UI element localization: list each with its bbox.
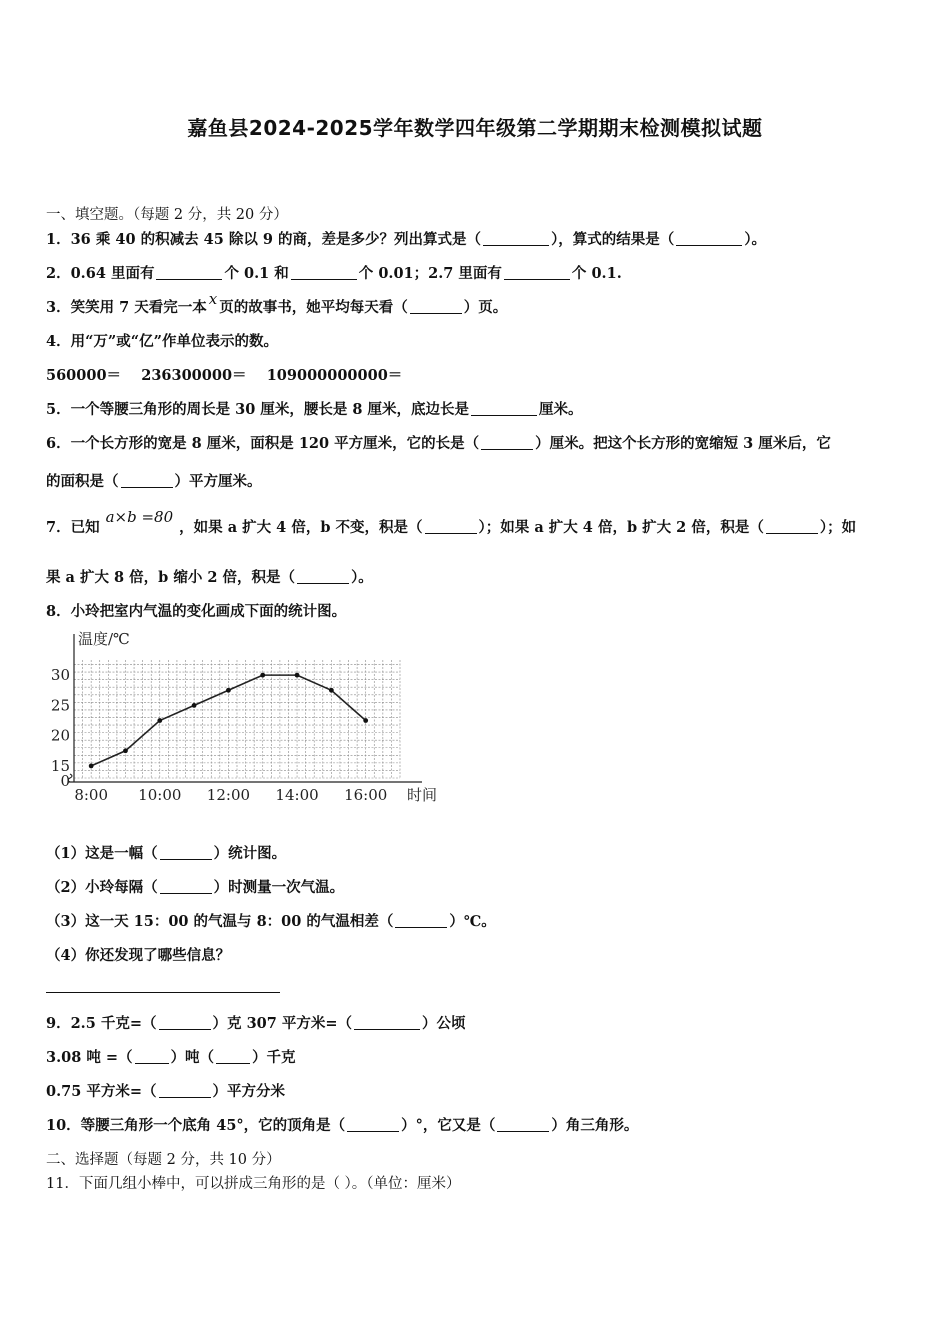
answer-blank[interactable]	[395, 913, 447, 928]
x-tick-label: 16:00	[344, 786, 388, 804]
answer-blank[interactable]	[410, 299, 462, 314]
formula: a×b =80	[105, 508, 174, 526]
question-3: 3．笑笑用 7 天看完一本 x 页的故事书，她平均每天看（ ）页。	[46, 290, 508, 316]
answer-blank[interactable]	[676, 231, 742, 246]
question-8: 8．小玲把室内气温的变化画成下面的统计图。	[46, 603, 347, 620]
data-point	[226, 688, 231, 693]
y-tick-label: 25	[50, 696, 70, 715]
question-7: 7．已知a×b =80，如果 a 扩大 4 倍，b 不变，积是（ ）；如果 a 扩大 4 倍，b 扩大 2 倍，积是（ ）；如	[46, 508, 857, 536]
answer-blank[interactable]	[766, 519, 818, 534]
question-8-4: （4）你还发现了哪些信息？	[46, 947, 231, 964]
x-tick-label: 12:00	[206, 786, 251, 804]
question-9-3: 0.75 平方米=（ ）平方分米	[46, 1083, 286, 1100]
answer-blank[interactable]	[471, 401, 537, 416]
data-point	[123, 748, 128, 753]
question-11: 11．下面几组小棒中，可以拼成三角形的是（ ）。（单位：厘米）	[46, 1176, 461, 1192]
answer-blank[interactable]	[297, 569, 349, 584]
answer-blank[interactable]	[347, 1117, 399, 1132]
answer-blank[interactable]	[216, 1049, 250, 1064]
answer-blank[interactable]	[481, 435, 533, 450]
answer-blank[interactable]	[160, 845, 212, 860]
y-tick-label: 30	[50, 666, 70, 685]
temperature-line-chart	[46, 624, 466, 810]
x-tick-label: 10:00	[138, 786, 182, 804]
question-8-2: （2）小玲每隔（ ）时测量一次气温。	[46, 879, 345, 896]
page-title: 嘉鱼县2024-2025学年数学四年级第二学期期末检测模拟试题	[187, 116, 763, 140]
answer-blank[interactable]	[354, 1015, 420, 1030]
x-axis-title: 时间	[406, 786, 438, 804]
question-6-cont: 的面积是（ ）平方厘米。	[46, 473, 262, 490]
y-axis-title: 温度/℃	[78, 630, 130, 648]
answer-blank[interactable]	[135, 1049, 169, 1064]
question-4-values: 560000＝ 236300000＝ 109000000000＝	[46, 367, 403, 384]
answer-blank[interactable]	[497, 1117, 549, 1132]
question-7-cont: 果 a 扩大 8 倍，b 缩小 2 倍，积是（ ）。	[46, 569, 373, 586]
answer-blank[interactable]	[156, 265, 222, 280]
section-heading: 二、选择题（每题 2 分，共 10 分）	[46, 1152, 281, 1168]
question-10: 10．等腰三角形一个底角 45°，它的顶角是（ ）°，它又是（ ）角三角形。	[46, 1117, 639, 1134]
question-8-1: （1）这是一幅（ ）统计图。	[46, 845, 287, 862]
question-6: 6．一个长方形的宽是 8 厘米，面积是 120 平方厘米，它的长是（ ）厘米。把这个长方形的宽缩短 3 厘米后，它	[46, 435, 831, 452]
data-point	[363, 718, 368, 723]
x-tick-label: 8:00	[74, 786, 109, 804]
question-9-2: 3.08 吨 =（ ）吨（ ）千克	[46, 1049, 296, 1066]
answer-line[interactable]	[46, 992, 280, 993]
y-tick-label: 15	[50, 756, 70, 775]
question-8-3: （3）这一天 15：00 的气温与 8：00 的气温相差（ ）℃。	[46, 913, 496, 930]
data-point	[157, 718, 162, 723]
question-1: 1．36 乘 40 的积减去 45 除以 9 的商，差是多少？列出算式是（ ），算式的结果是（ ）。	[46, 231, 767, 248]
question-9: 9．2.5 千克=（ ）克 307 平方米=（ ）公顷	[46, 1015, 466, 1032]
data-point	[260, 673, 265, 678]
answer-blank[interactable]	[504, 265, 570, 280]
data-point	[89, 763, 94, 768]
x-tick-label: 14:00	[275, 786, 319, 804]
y-tick-label: 0	[60, 772, 70, 790]
data-point	[329, 688, 334, 693]
section-heading: 一、填空题。（每题 2 分，共 20 分）	[46, 207, 288, 223]
question-2: 2．0.64 里面有 个 0.1 和 个 0.01；2.7 里面有 个 0.1.	[46, 265, 622, 282]
y-tick-label: 20	[50, 726, 70, 745]
answer-blank[interactable]	[160, 879, 212, 894]
answer-blank[interactable]	[159, 1015, 211, 1030]
question-4: 4．用“万”或“亿”作单位表示的数。	[46, 333, 278, 350]
data-point	[295, 673, 300, 678]
answer-blank[interactable]	[159, 1083, 211, 1098]
data-point	[192, 703, 197, 708]
question-5: 5．一个等腰三角形的周长是 30 厘米，腰长是 8 厘米，底边长是 厘米。	[46, 401, 583, 418]
answer-blank[interactable]	[291, 265, 357, 280]
answer-blank[interactable]	[483, 231, 549, 246]
answer-blank[interactable]	[121, 473, 173, 488]
answer-blank[interactable]	[425, 519, 477, 534]
